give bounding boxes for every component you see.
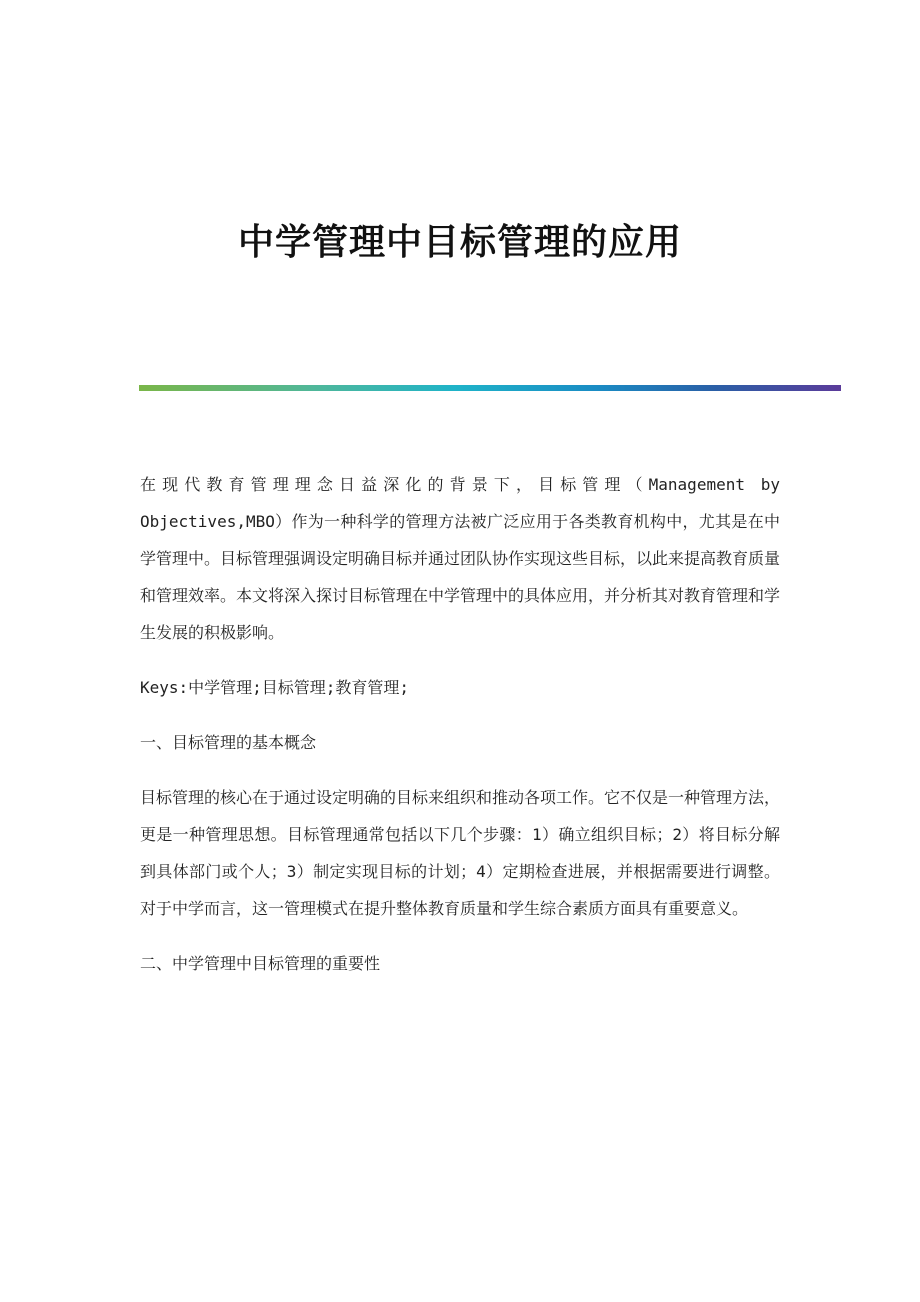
section-1-paragraph: 目标管理的核心在于通过设定明确的目标来组织和推动各项工作。它不仅是一种管理方法，更是一种管理思想。目标管理通常包括以下几个步骤：1）确立组织目标；2）将目标分解到具体部门或个人；3）制定实现目标的计划；4）定期检查进展，并根据需要进行调整。对于中学而言，这一管理模式在提升整体教育质量和学生综合素质方面具有重要意义。 [140,788,781,918]
document-body [140,466,780,1000]
intro-paragraph: 在现代教育管理理念日益深化的背景下，目标管理（Management by Objectives,MBO）作为一种科学的管理方法被广泛应用于各类教育机构中，尤其是在中学管理中。目标管理强调设定明确目标并通过团队协作实现这些目标，以此来提高教育质量和管理效率。本文将深入探讨目标管理在中学管理中的具体应用，并分析其对教育管理和学生发展的积极影响。 [140,475,781,642]
title-divider [139,385,841,391]
document-title: 中学管理中目标管理的应用 [237,221,682,263]
keywords-line: Keys:中学管理;目标管理;教育管理; [140,678,410,697]
section-heading-2: 二、中学管理中目标管理的重要性 [140,954,381,973]
section-heading-1: 一、目标管理的基本概念 [140,733,317,752]
